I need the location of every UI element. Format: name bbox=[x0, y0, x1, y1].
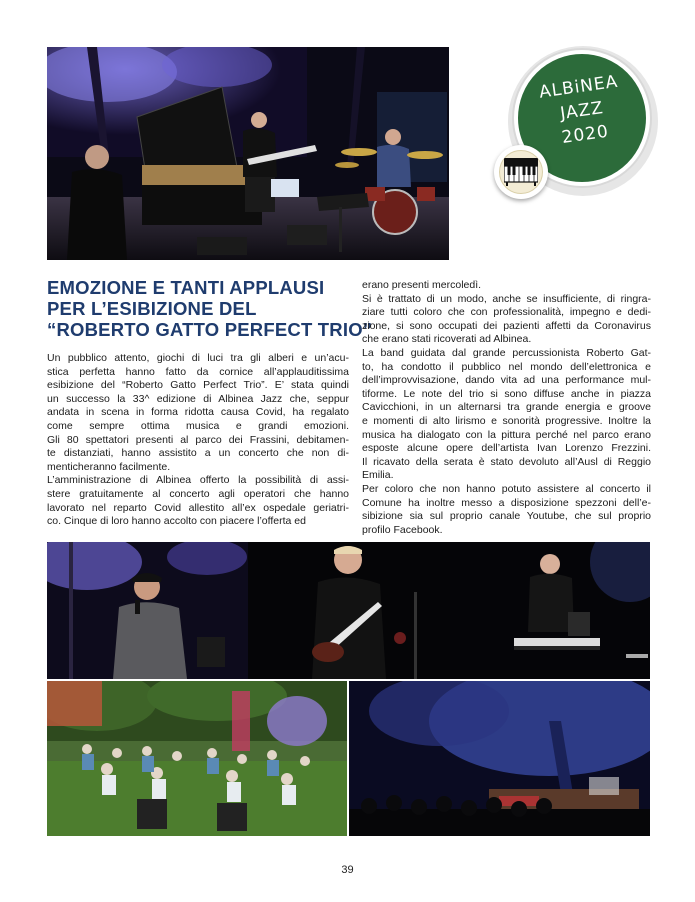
article-line: profilo Facebook. bbox=[362, 523, 443, 536]
article-line: stere gratuitamente al concerto agli operatori che hanno bbox=[47, 487, 349, 500]
article-column-right bbox=[362, 279, 651, 537]
article-line: Per coloro che non hanno potuto assistere al concerto il bbox=[362, 482, 651, 495]
article-line: esposte alcune opere dell’artista Ivan Lorenzo Frezzini. bbox=[362, 442, 651, 455]
article-line: L’amministrazione di Albinea offerto la possibilità di assi- bbox=[47, 474, 349, 487]
headline-line-3: “ROBERTO GATTO PERFECT TRIO” bbox=[47, 319, 373, 340]
article-column-left bbox=[47, 352, 349, 529]
article-line: Cavicchioni, in un alternarsi tra grande energia e groove bbox=[362, 401, 651, 414]
article-line: Il ricavato della serata è stato devoluto all’Ausl di Reggio bbox=[362, 455, 651, 468]
article-line: Gli 80 spettatori presenti al parco dei Frassini, debitamen- bbox=[47, 433, 349, 446]
article-line: esibizione del “Roberto Gatto Perfect Trio”. E’ stata quindi bbox=[47, 379, 349, 392]
photo-drummer-speaking bbox=[47, 542, 248, 679]
page-number: 39 bbox=[341, 864, 354, 876]
albinea-jazz-badge bbox=[494, 42, 664, 217]
article-line: un successo la 33^ edizione di Albinea Jazz che, seppur bbox=[47, 392, 349, 405]
badge-line-2: JAZZ bbox=[558, 98, 605, 124]
badge-line-3: 2020 bbox=[560, 121, 611, 148]
article-line: tiforme. Le note del trio si sono diffuse anche in piazza bbox=[362, 387, 651, 400]
article-line: che erano stati ricoverati ad Albinea. bbox=[362, 333, 532, 346]
badge-line-1: ALBiNEA bbox=[537, 71, 620, 103]
article-line: erano presenti mercoledì. bbox=[362, 279, 482, 291]
article-line: stica perfetta hanno fatto da cornice all’applauditissima bbox=[47, 365, 349, 378]
article-line: co. Cinque di loro hanno accolto con piacere l’offerta ed bbox=[47, 515, 306, 528]
article-line: menticheranno facilmente. bbox=[47, 460, 171, 473]
piano-badge bbox=[494, 145, 548, 199]
article-line: to, ha condotto il pubblico nel mondo dell’elettronica e bbox=[362, 360, 651, 373]
article-line: La band guidata dal grande percussionista Roberto Gat- bbox=[362, 346, 651, 359]
article-headline bbox=[47, 277, 373, 340]
article-line: Si è trattato di un modo, anche se insufficiente, di ringra- bbox=[362, 292, 651, 305]
article-line: e momenti di alto lirismo e sonorità progressive. Inoltre la bbox=[362, 414, 651, 427]
article-line: Emilia. bbox=[362, 469, 394, 482]
article-line: come sempre ottima musica e grandi emozioni. bbox=[47, 419, 349, 432]
headline-line-2: PER L’ESIBIZIONE DEL bbox=[47, 298, 257, 319]
article-line: musica ha dialogato con la pittura perché nel parco erano bbox=[362, 428, 651, 441]
headline-line-1: EMOZIONE E TANTI APPLAUSI bbox=[47, 277, 325, 298]
article-line: Un pubblico attento, giochi di luci tra gli alberi e un’acu- bbox=[47, 352, 349, 364]
photo-bassist bbox=[248, 542, 450, 679]
article-line: zione, si sono occupati dei pazienti affetti da Coronavirus bbox=[362, 319, 651, 332]
article-line: lavorato nel reparto Covid allestito all’ex ospedale geriatri- bbox=[47, 501, 349, 514]
article-line: dell’improvvisazione, dando vita ad una performance mul- bbox=[362, 374, 651, 387]
photo-audience-garden bbox=[47, 681, 347, 836]
photo-keyboardist bbox=[450, 542, 650, 679]
article-line: sibizione sia sul proprio canale Youtube, che sul proprio bbox=[362, 510, 651, 523]
piano-icon bbox=[504, 158, 538, 186]
article-line: Comune ha inoltre messo a disposizione spezzoni dell’e- bbox=[362, 496, 651, 509]
photo-night-concert-trees bbox=[349, 681, 650, 836]
article-line: ziare tutti coloro che con professionalità, impegno e dedi- bbox=[362, 306, 651, 319]
hero-photo-trio-on-stage bbox=[47, 47, 449, 260]
article-line: te distanziati, hanno assistito a un concerto che non di- bbox=[47, 447, 349, 460]
article-line: andata in scena in forma ridotta causa Covid, ha regalato bbox=[47, 406, 349, 419]
